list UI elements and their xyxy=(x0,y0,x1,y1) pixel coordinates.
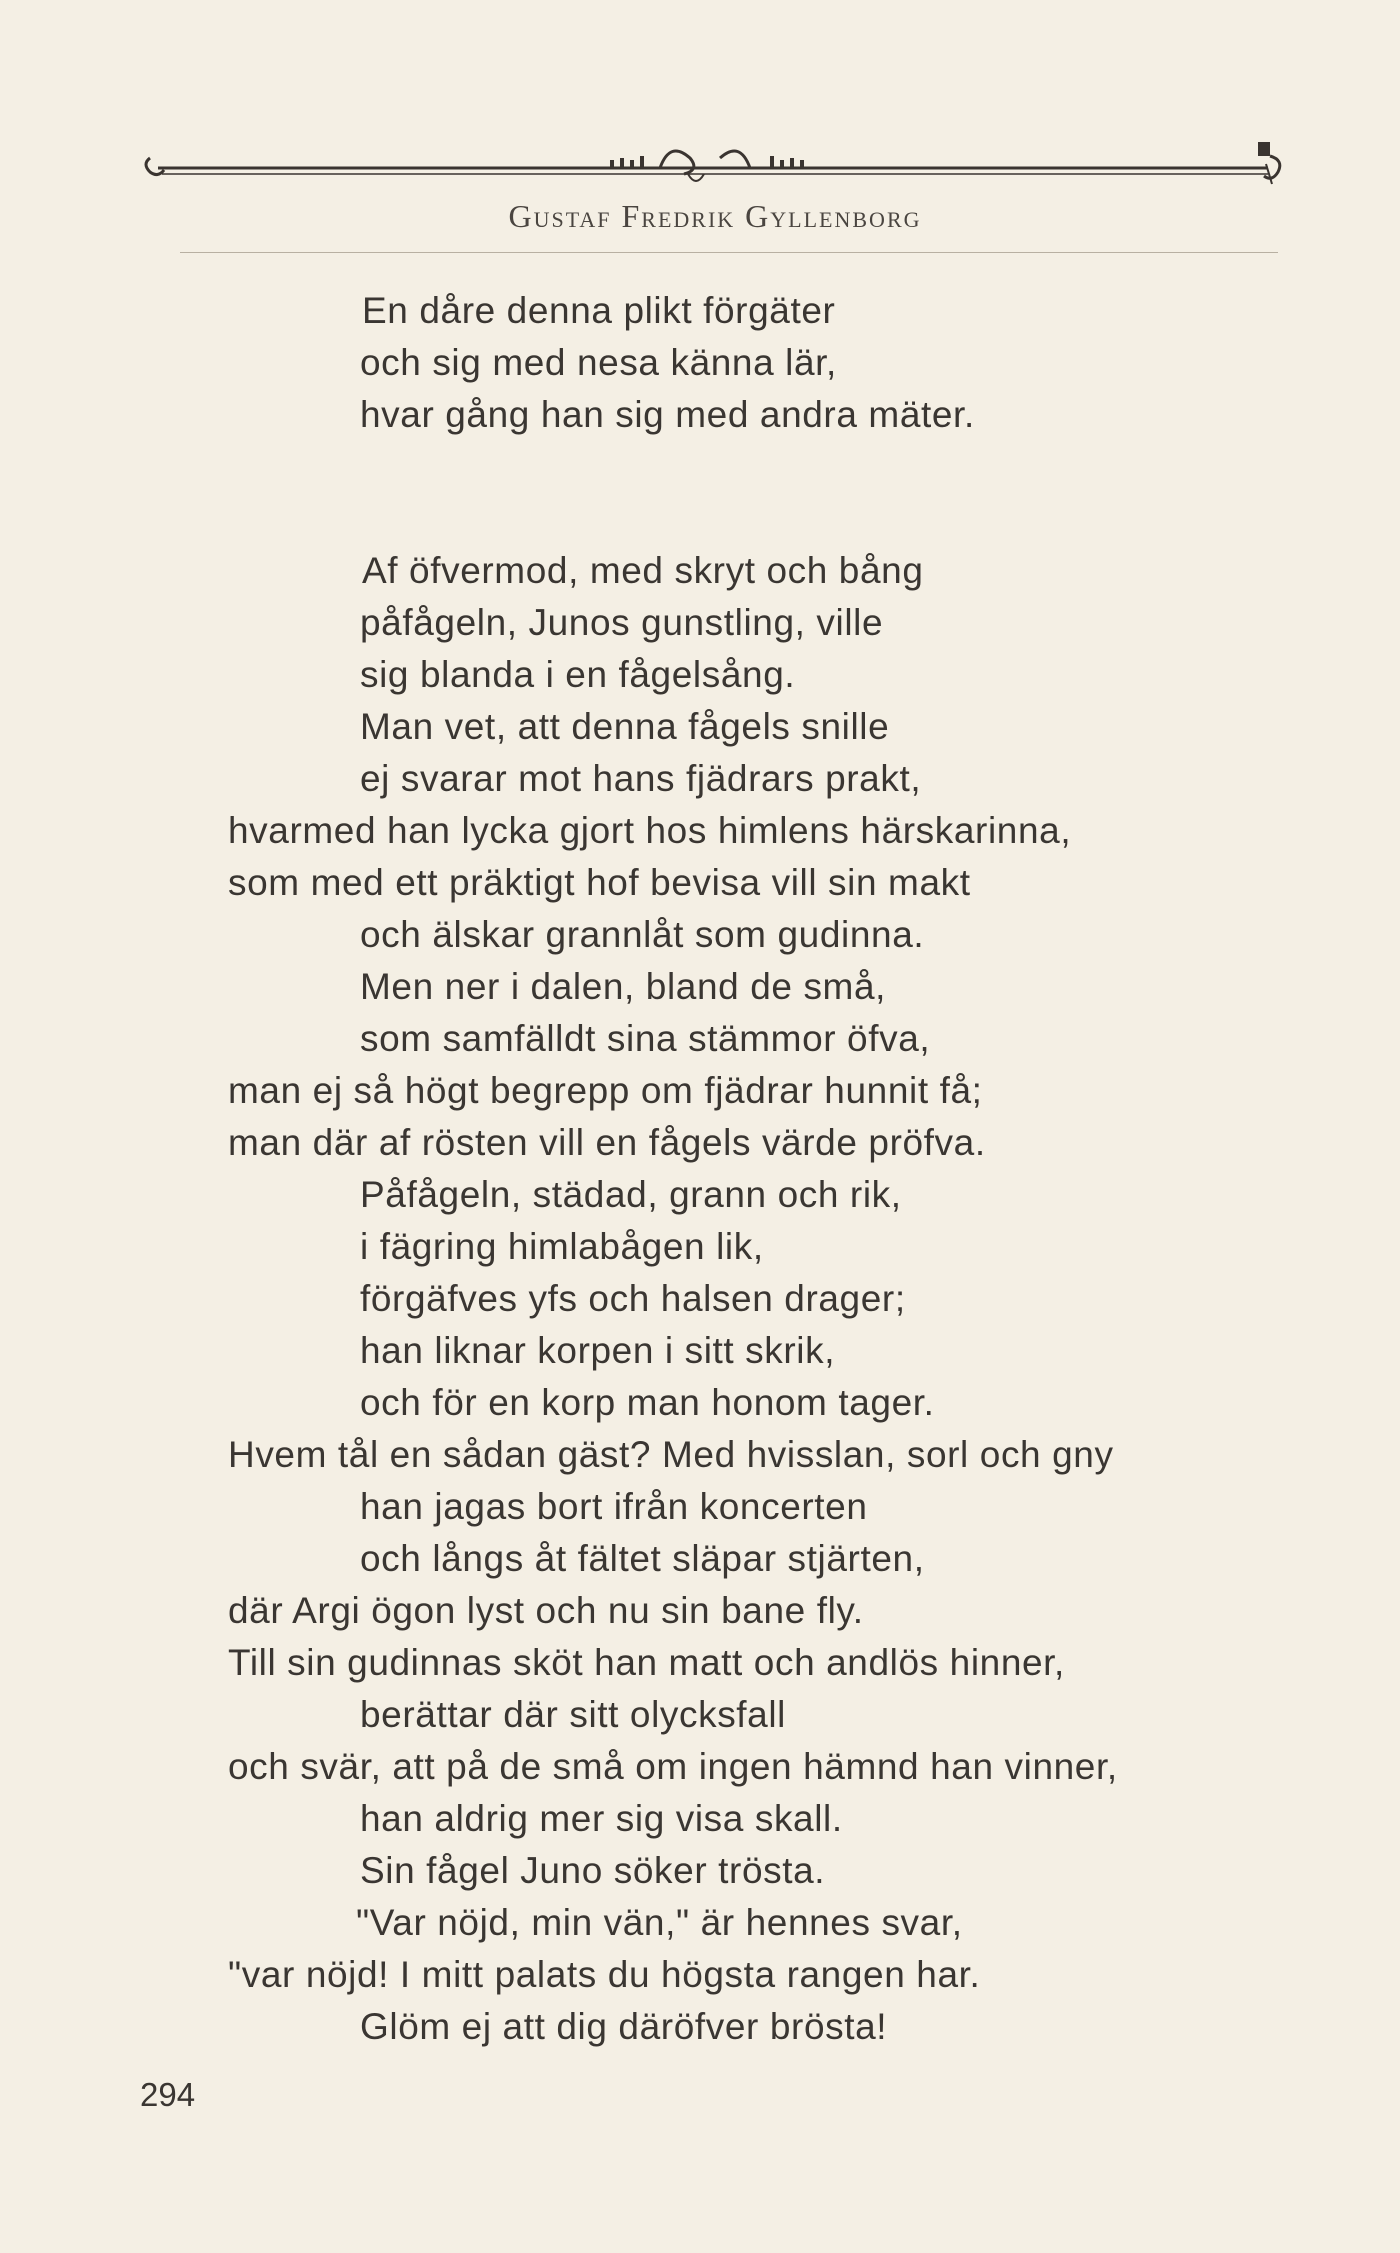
poem-line: och långs åt fältet släpar stjärten, xyxy=(360,1538,925,1579)
poem-line: man ej så högt begrepp om fjädrar hunnit få; xyxy=(228,1070,983,1111)
poem-line: där Argi ögon lyst och nu sin bane fly. xyxy=(228,1590,864,1631)
poem-line: och älskar grannlåt som gudinna. xyxy=(360,914,925,955)
poem-line: man där af rösten vill en fågels värde pröfva. xyxy=(228,1122,986,1163)
poem-line: och för en korp man honom tager. xyxy=(360,1382,935,1423)
poem-line: han jagas bort ifrån koncerten xyxy=(360,1486,868,1527)
poem-line: i fägring himlabågen lik, xyxy=(360,1226,764,1267)
poem-line: sig blanda i en fågelsång. xyxy=(360,654,796,695)
poem-line: Sin fågel Juno söker trösta. xyxy=(360,1850,826,1891)
page-number: 294 xyxy=(140,2076,196,2113)
poem-line: och sig med nesa känna lär, xyxy=(360,342,837,383)
poem-line: hvarmed han lycka gjort hos himlens härskarinna, xyxy=(228,810,1072,851)
poem-line: Men ner i dalen, bland de små, xyxy=(360,966,887,1007)
header-rule xyxy=(180,252,1278,253)
poem-line: Glöm ej att dig däröfver brösta! xyxy=(360,2006,888,2047)
poem-line: ej svarar mot hans fjädrars prakt, xyxy=(360,758,922,799)
poem-line: "var nöjd! I mitt palats du högsta rangen har. xyxy=(228,1954,981,1995)
poem-line: hvar gång han sig med andra mäter. xyxy=(360,394,975,435)
poem-line: som med ett präktigt hof bevisa vill sin makt xyxy=(228,862,971,903)
poem-line: Man vet, att denna fågels snille xyxy=(360,706,890,747)
poem-line: påfågeln, Junos gunstling, ville xyxy=(360,602,884,643)
running-head: Gustaf Fredrik Gyllenborg xyxy=(508,198,922,234)
poem-line: som samfälldt sina stämmor öfva, xyxy=(360,1018,931,1059)
poem-line: han liknar korpen i sitt skrik, xyxy=(360,1330,836,1371)
poem-line: Af öfvermod, med skryt och bång xyxy=(362,550,924,591)
poem-line: Påfågeln, städad, grann och rik, xyxy=(360,1174,902,1215)
poem-line: En dåre denna plikt förgäter xyxy=(362,290,836,331)
poem-line: "Var nöjd, min vän," är hennes svar, xyxy=(356,1902,963,1943)
poem-line: förgäfves yfs och halsen drager; xyxy=(360,1278,906,1319)
decorative-header-ornament-icon xyxy=(140,128,1290,198)
poem-line: Till sin gudinnas sköt han matt och andlös hinner, xyxy=(228,1642,1065,1683)
poem-line: han aldrig mer sig visa skall. xyxy=(360,1798,843,1839)
poem-line: berättar där sitt olycksfall xyxy=(360,1694,787,1735)
poem-line: och svär, att på de små om ingen hämnd han vinner, xyxy=(228,1746,1118,1787)
poem-line: Hvem tål en sådan gäst? Med hvisslan, sorl och gny xyxy=(228,1434,1114,1475)
